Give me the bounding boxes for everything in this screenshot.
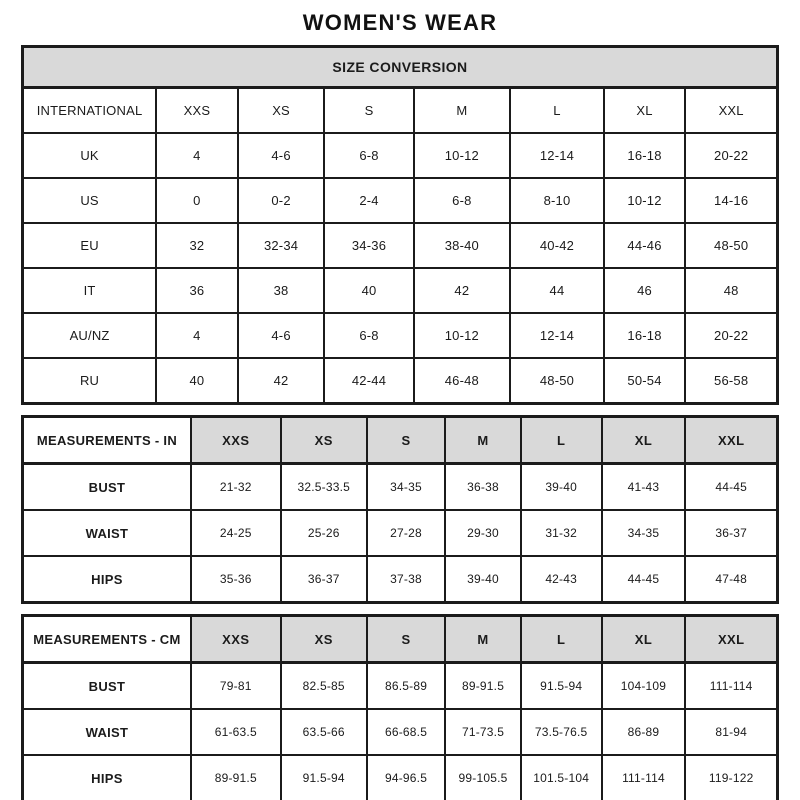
row-label: AU/NZ <box>23 313 157 358</box>
value-cell: 82.5-85 <box>281 663 367 710</box>
value-cell: 71-73.5 <box>445 709 521 755</box>
value-cell: 89-91.5 <box>191 755 281 800</box>
size-header-cell: M <box>414 88 511 134</box>
value-cell: 29-30 <box>445 510 521 556</box>
header-row <box>23 417 778 464</box>
value-cell: 94-96.5 <box>367 755 446 800</box>
row-label: RU <box>23 358 157 404</box>
value-cell: 48 <box>685 268 777 313</box>
value-cell: 20-22 <box>685 133 777 178</box>
value-cell: 6-8 <box>324 133 413 178</box>
value-cell: 63.5-66 <box>281 709 367 755</box>
value-cell: 89-91.5 <box>445 663 521 710</box>
row-label: EU <box>23 223 157 268</box>
data-row <box>23 313 778 358</box>
value-cell: 46 <box>604 268 686 313</box>
row-header-label: MEASUREMENTS - IN <box>23 417 191 464</box>
value-cell: 37-38 <box>367 556 446 603</box>
page-title: WOMEN'S WEAR <box>302 10 498 35</box>
value-cell: 34-35 <box>367 464 446 511</box>
value-cell: 6-8 <box>324 313 413 358</box>
data-row <box>23 223 778 268</box>
size-header-cell: XXL <box>685 616 777 663</box>
value-cell: 32-34 <box>238 223 325 268</box>
header-row <box>23 616 778 663</box>
value-cell: 32 <box>156 223 238 268</box>
data-row <box>23 663 778 710</box>
row-header-label: INTERNATIONAL <box>23 88 157 134</box>
value-cell: 10-12 <box>414 133 511 178</box>
value-cell: 32.5-33.5 <box>281 464 367 511</box>
row-header-label: MEASUREMENTS - CM <box>23 616 191 663</box>
size-header-cell: L <box>521 417 602 464</box>
row-label: IT <box>23 268 157 313</box>
data-row <box>23 268 778 313</box>
value-cell: 40 <box>324 268 413 313</box>
size-conversion-table <box>21 45 779 405</box>
data-row <box>23 755 778 800</box>
value-cell: 91.5-94 <box>281 755 367 800</box>
value-cell: 56-58 <box>685 358 777 404</box>
value-cell: 36-37 <box>685 510 777 556</box>
value-cell: 66-68.5 <box>367 709 446 755</box>
size-header-cell: XXS <box>191 417 281 464</box>
value-cell: 44-45 <box>602 556 686 603</box>
size-header-cell: XXL <box>685 88 777 134</box>
value-cell: 38 <box>238 268 325 313</box>
value-cell: 10-12 <box>604 178 686 223</box>
value-cell: 39-40 <box>445 556 521 603</box>
value-cell: 86.5-89 <box>367 663 446 710</box>
value-cell: 38-40 <box>414 223 511 268</box>
value-cell: 35-36 <box>191 556 281 603</box>
value-cell: 39-40 <box>521 464 602 511</box>
value-cell: 10-12 <box>414 313 511 358</box>
size-header-cell: XS <box>281 616 367 663</box>
table-title-row <box>23 47 778 88</box>
value-cell: 111-114 <box>685 663 777 710</box>
value-cell: 73.5-76.5 <box>521 709 602 755</box>
measurements-cm-body <box>23 616 778 800</box>
value-cell: 104-109 <box>602 663 686 710</box>
value-cell: 36 <box>156 268 238 313</box>
row-label: BUST <box>23 663 191 710</box>
value-cell: 81-94 <box>685 709 777 755</box>
size-header-cell: S <box>367 417 446 464</box>
value-cell: 4-6 <box>238 133 325 178</box>
row-label: WAIST <box>23 709 191 755</box>
header-row <box>23 88 778 134</box>
row-label: HIPS <box>23 755 191 800</box>
value-cell: 12-14 <box>510 313 604 358</box>
value-cell: 40-42 <box>510 223 604 268</box>
size-header-cell: XL <box>604 88 686 134</box>
value-cell: 42-44 <box>324 358 413 404</box>
data-row <box>23 510 778 556</box>
value-cell: 6-8 <box>414 178 511 223</box>
size-header-cell: S <box>324 88 413 134</box>
value-cell: 42-43 <box>521 556 602 603</box>
value-cell: 79-81 <box>191 663 281 710</box>
size-header-cell: M <box>445 417 521 464</box>
size-header-cell: M <box>445 616 521 663</box>
value-cell: 14-16 <box>685 178 777 223</box>
value-cell: 16-18 <box>604 133 686 178</box>
value-cell: 0-2 <box>238 178 325 223</box>
value-cell: 40 <box>156 358 238 404</box>
data-row <box>23 464 778 511</box>
size-header-cell: XS <box>238 88 325 134</box>
size-header-cell: XXS <box>156 88 238 134</box>
value-cell: 99-105.5 <box>445 755 521 800</box>
value-cell: 12-14 <box>510 133 604 178</box>
value-cell: 24-25 <box>191 510 281 556</box>
row-label: BUST <box>23 464 191 511</box>
value-cell: 61-63.5 <box>191 709 281 755</box>
row-label: HIPS <box>23 556 191 603</box>
value-cell: 101.5-104 <box>521 755 602 800</box>
data-row <box>23 358 778 404</box>
value-cell: 42 <box>414 268 511 313</box>
data-row <box>23 709 778 755</box>
size-header-cell: XL <box>602 616 686 663</box>
value-cell: 86-89 <box>602 709 686 755</box>
value-cell: 25-26 <box>281 510 367 556</box>
size-header-cell: XL <box>602 417 686 464</box>
value-cell: 44 <box>510 268 604 313</box>
value-cell: 2-4 <box>324 178 413 223</box>
value-cell: 111-114 <box>602 755 686 800</box>
value-cell: 50-54 <box>604 358 686 404</box>
value-cell: 48-50 <box>510 358 604 404</box>
value-cell: 44-45 <box>685 464 777 511</box>
value-cell: 16-18 <box>604 313 686 358</box>
value-cell: 46-48 <box>414 358 511 404</box>
size-conversion-body <box>23 47 778 404</box>
measurements-in-table <box>21 415 779 604</box>
value-cell: 36-37 <box>281 556 367 603</box>
measurements-in-body <box>23 417 778 603</box>
table-title: SIZE CONVERSION <box>23 47 778 88</box>
value-cell: 20-22 <box>685 313 777 358</box>
size-header-cell: L <box>510 88 604 134</box>
row-label: US <box>23 178 157 223</box>
value-cell: 27-28 <box>367 510 446 556</box>
data-row <box>23 178 778 223</box>
value-cell: 36-38 <box>445 464 521 511</box>
data-row <box>23 556 778 603</box>
value-cell: 44-46 <box>604 223 686 268</box>
value-cell: 0 <box>156 178 238 223</box>
data-row <box>23 133 778 178</box>
size-header-cell: L <box>521 616 602 663</box>
value-cell: 4 <box>156 313 238 358</box>
size-header-cell: S <box>367 616 446 663</box>
value-cell: 34-36 <box>324 223 413 268</box>
size-header-cell: XXS <box>191 616 281 663</box>
value-cell: 21-32 <box>191 464 281 511</box>
measurements-cm-table <box>21 614 779 800</box>
value-cell: 47-48 <box>685 556 777 603</box>
value-cell: 34-35 <box>602 510 686 556</box>
value-cell: 42 <box>238 358 325 404</box>
value-cell: 91.5-94 <box>521 663 602 710</box>
size-header-cell: XS <box>281 417 367 464</box>
row-label: WAIST <box>23 510 191 556</box>
value-cell: 41-43 <box>602 464 686 511</box>
row-label: UK <box>23 133 157 178</box>
value-cell: 119-122 <box>685 755 777 800</box>
value-cell: 4 <box>156 133 238 178</box>
value-cell: 48-50 <box>685 223 777 268</box>
size-header-cell: XXL <box>685 417 777 464</box>
value-cell: 8-10 <box>510 178 604 223</box>
value-cell: 4-6 <box>238 313 325 358</box>
value-cell: 31-32 <box>521 510 602 556</box>
